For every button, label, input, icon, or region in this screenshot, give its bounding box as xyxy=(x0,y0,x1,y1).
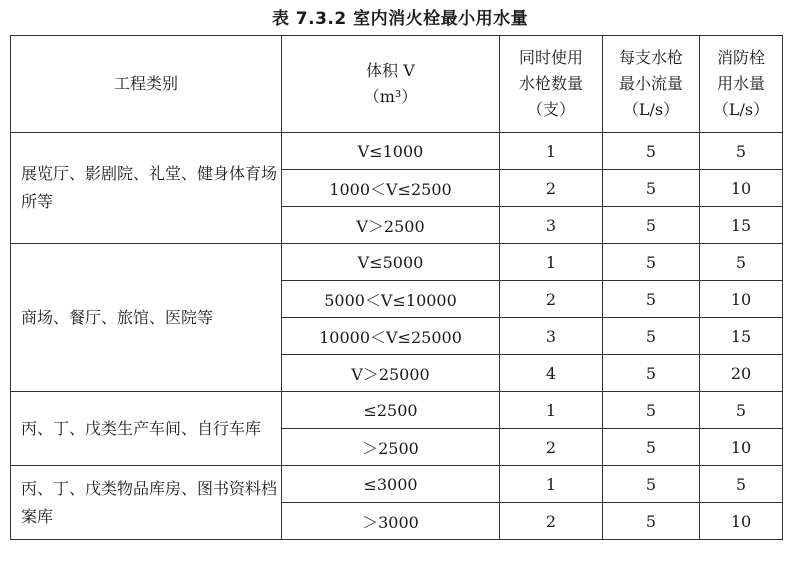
water-cell: 10 xyxy=(700,170,783,207)
water-cell: 5 xyxy=(700,133,783,170)
header-guns xyxy=(500,36,603,133)
water-cell: 10 xyxy=(700,281,783,318)
table-row xyxy=(11,392,783,429)
water-cell: 15 xyxy=(700,207,783,244)
flow-cell: 5 xyxy=(603,244,700,281)
header-water-line2: 用水量 xyxy=(716,74,765,93)
water-cell: 10 xyxy=(700,429,783,466)
volume-cell: V≤1000 xyxy=(282,133,500,170)
guns-cell: 1 xyxy=(500,466,603,503)
flow-cell: 5 xyxy=(603,133,700,170)
volume-cell: ≤2500 xyxy=(282,392,500,429)
water-cell: 20 xyxy=(700,355,783,392)
header-category-label: 工程类别 xyxy=(113,74,178,93)
header-guns-line3: （支） xyxy=(526,100,575,119)
flow-cell: 5 xyxy=(603,429,700,466)
table-title: 表 7.3.2 室内消火栓最小用水量 xyxy=(271,9,529,29)
header-flow-line3: （L/s） xyxy=(622,100,680,119)
guns-cell: 1 xyxy=(500,133,603,170)
guns-cell: 2 xyxy=(500,503,603,540)
volume-cell: V＞25000 xyxy=(282,355,500,392)
volume-cell: 1000＜V≤2500 xyxy=(282,170,500,207)
water-cell: 10 xyxy=(700,503,783,540)
guns-cell: 1 xyxy=(500,392,603,429)
guns-cell: 1 xyxy=(500,244,603,281)
guns-cell: 2 xyxy=(500,281,603,318)
category-cell: 商场、餐厅、旅馆、医院等 xyxy=(11,244,282,392)
header-water xyxy=(700,36,783,133)
table-row xyxy=(11,133,783,170)
header-volume-line2: （m³） xyxy=(363,87,418,106)
category-cell: 丙、丁、戊类物品库房、图书资料档案库 xyxy=(11,466,282,540)
flow-cell: 5 xyxy=(603,207,700,244)
volume-cell: ＞2500 xyxy=(282,429,500,466)
flow-cell: 5 xyxy=(603,466,700,503)
header-flow xyxy=(603,36,700,133)
header-category xyxy=(11,36,282,133)
category-cell: 展览厅、影剧院、礼堂、健身体育场所等 xyxy=(11,133,282,244)
volume-cell: ≤3000 xyxy=(282,466,500,503)
table-row xyxy=(11,466,783,503)
guns-cell: 3 xyxy=(500,207,603,244)
flow-cell: 5 xyxy=(603,392,700,429)
table-body xyxy=(11,133,783,540)
flow-cell: 5 xyxy=(603,318,700,355)
water-cell: 15 xyxy=(700,318,783,355)
flow-cell: 5 xyxy=(603,503,700,540)
volume-cell: 10000＜V≤25000 xyxy=(282,318,500,355)
header-guns-line1: 同时使用 xyxy=(518,48,583,67)
header-flow-line1: 每支水枪 xyxy=(618,48,683,67)
header-flow-line2: 最小流量 xyxy=(618,74,683,93)
header-row xyxy=(11,36,783,133)
guns-cell: 2 xyxy=(500,170,603,207)
guns-cell: 4 xyxy=(500,355,603,392)
flow-cell: 5 xyxy=(603,170,700,207)
volume-cell: ＞3000 xyxy=(282,503,500,540)
header-water-line3: （L/s） xyxy=(712,100,770,119)
category-cell: 丙、丁、戊类生产车间、自行车库 xyxy=(11,392,282,466)
header-volume-line1: 体积 V xyxy=(366,61,415,80)
water-usage-table xyxy=(10,35,783,540)
flow-cell: 5 xyxy=(603,355,700,392)
flow-cell: 5 xyxy=(603,281,700,318)
header-volume xyxy=(282,36,500,133)
water-cell: 5 xyxy=(700,244,783,281)
guns-cell: 3 xyxy=(500,318,603,355)
header-guns-line2: 水枪数量 xyxy=(518,74,583,93)
water-cell: 5 xyxy=(700,466,783,503)
volume-cell: V≤5000 xyxy=(282,244,500,281)
volume-cell: 5000＜V≤10000 xyxy=(282,281,500,318)
guns-cell: 2 xyxy=(500,429,603,466)
water-cell: 5 xyxy=(700,392,783,429)
table-row xyxy=(11,244,783,281)
volume-cell: V＞2500 xyxy=(282,207,500,244)
header-water-line1: 消防栓 xyxy=(716,48,765,67)
